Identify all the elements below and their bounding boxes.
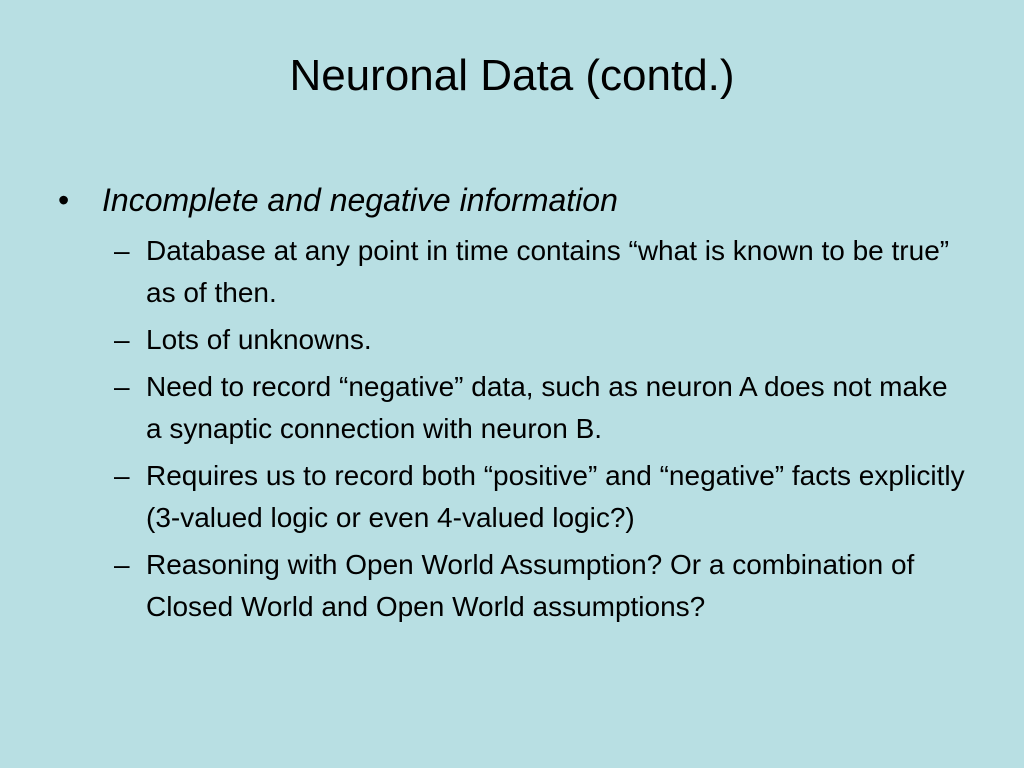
subitem xyxy=(114,455,978,539)
dash-marker: – xyxy=(114,549,130,580)
subitem-text: Lots of unknowns. xyxy=(146,324,372,355)
subitem-list xyxy=(114,230,978,628)
subitem-text: Need to record “negative” data, such as neuron A does not make a synaptic connection with neuron B. xyxy=(146,371,948,444)
dash-marker: – xyxy=(114,324,130,355)
bullet-marker: • xyxy=(58,182,70,218)
subitem xyxy=(114,319,978,361)
dash-marker: – xyxy=(114,235,130,266)
subitem xyxy=(114,366,978,450)
main-bullet-text: Incomplete and negative information xyxy=(102,182,618,218)
dash-marker: – xyxy=(114,460,130,491)
subitem-text: Requires us to record both “positive” and “negative” facts explicitly (3-valued logic or even 4-valued logic?) xyxy=(146,460,965,533)
slide-title: Neuronal Data (contd.) xyxy=(289,51,735,100)
slide-content xyxy=(58,176,978,633)
subitem-text: Reasoning with Open World Assumption? Or a combination of Closed World and Open World assumptions? xyxy=(146,549,915,622)
dash-marker: – xyxy=(114,371,130,402)
subitem xyxy=(114,230,978,314)
subitem-text: Database at any point in time contains “what is known to be true” as of then. xyxy=(146,235,950,308)
subitem xyxy=(114,544,978,628)
main-bullet xyxy=(58,176,978,224)
